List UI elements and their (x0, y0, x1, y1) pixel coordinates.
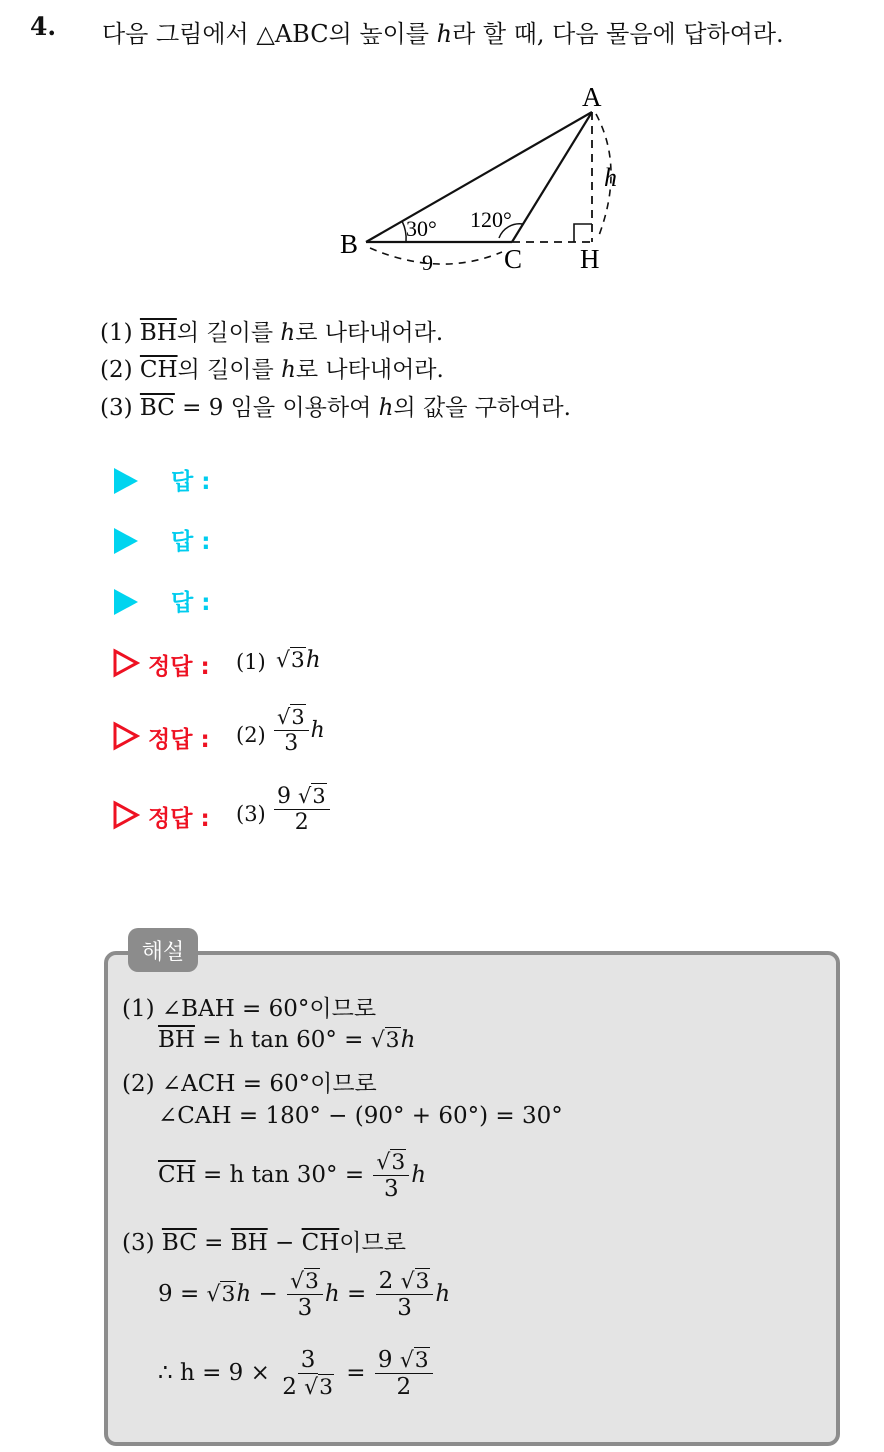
subquestion-var: h (281, 357, 296, 383)
radicand: 3 (290, 648, 305, 673)
solution-var: h (435, 1280, 451, 1307)
triangle-name: △ABC (256, 20, 329, 48)
solution-text: 이므로 (339, 1230, 406, 1256)
answer-label: 답 : (171, 469, 211, 495)
solution-text: = 60°이므로 (234, 996, 377, 1022)
outline-arrow-icon (112, 648, 140, 678)
question-text-before: 다음 그림에서 (102, 20, 257, 48)
triangle-figure (330, 78, 650, 278)
solution-text: = (196, 1230, 231, 1256)
segment-ch: $\overline{CH}$ (139, 357, 178, 383)
radicand: 3 (415, 1269, 430, 1294)
solution-text: 9 = (158, 1280, 207, 1307)
correct-index: (2) (236, 723, 266, 747)
subquestion-text: 의 길이를 (176, 320, 281, 346)
solution-index: (3) (122, 1230, 155, 1256)
height-variable: h (436, 20, 453, 48)
denominator: 3 (284, 731, 299, 757)
solution-var: h (411, 1161, 427, 1188)
answer-label: 답 : (171, 590, 211, 616)
correct-value: $\frac{9 √3}{2}$ (272, 784, 332, 836)
correct-label: 정답 : (148, 654, 210, 680)
solution-line-4 (158, 1103, 563, 1129)
brace-bc (370, 248, 502, 264)
numerator: 3 (298, 1347, 319, 1374)
solution-text: = h tan 60° = (194, 1027, 371, 1053)
subquestion-tail: 로 나타내어라. (295, 320, 444, 346)
radicand: 3 (305, 1269, 319, 1294)
answer-row-3[interactable] (108, 582, 308, 622)
radicand: 3 (221, 1281, 236, 1307)
question-number: 4. (30, 12, 57, 41)
correct-var: h (310, 717, 325, 743)
angle-b-label: 30° (406, 216, 437, 241)
solution-text: h − (236, 1280, 286, 1307)
solution-text: ∴ h = 9 × (158, 1359, 278, 1386)
solution-text: = h tan 30° = (195, 1161, 372, 1188)
subquestion-tail: 로 나타내어라. (295, 357, 444, 383)
play-arrow-icon (114, 468, 138, 494)
question-text-after: 라 할 때, 다음 물음에 답하여라. (452, 20, 784, 48)
radicand: 3 (414, 1348, 429, 1373)
outline-arrow-icon (112, 721, 140, 751)
angle-bah: ∠BAH (161, 996, 235, 1022)
radicand: 3 (312, 784, 326, 808)
solution-line-3 (122, 1065, 377, 1098)
subquestion-tail: 의 값을 구하여라. (393, 395, 571, 421)
angle-c-label: 120° (470, 207, 512, 232)
solution-index: (2) (122, 1071, 155, 1097)
denominator: 3 (384, 1176, 399, 1203)
subquestion-1 (100, 314, 443, 347)
question-text (102, 14, 784, 49)
angle-cah: ∠CAH (158, 1103, 232, 1129)
correct-answer-2 (108, 705, 368, 765)
play-arrow-icon (114, 528, 138, 554)
correct-index: (1) (236, 650, 266, 674)
segment-bc: $\overline{BC}$ (139, 395, 175, 421)
denominator: 3 (297, 1295, 313, 1322)
solution-tab: 해설 (128, 928, 198, 972)
subquestion-index: (2) (100, 357, 133, 383)
label-a: A (582, 82, 602, 112)
subquestion-3 (100, 389, 571, 422)
radicand: 3 (385, 1028, 400, 1053)
answer-label: 답 : (171, 529, 211, 555)
coefficient: 2 (282, 1374, 297, 1401)
answer-row-1[interactable] (108, 461, 308, 501)
solution-line-1 (122, 990, 376, 1023)
play-arrow-icon (114, 589, 138, 615)
segment-bc: $\overline{BC}$ (161, 1230, 197, 1256)
solution-var: h (400, 1027, 416, 1053)
outline-arrow-icon (112, 800, 140, 830)
solution-line-6 (122, 1224, 406, 1257)
segment-ch: $\overline{CH}$ (301, 1230, 340, 1256)
subquestion-var: h (378, 395, 394, 421)
correct-index: (3) (236, 802, 266, 826)
denominator: 3 (397, 1295, 412, 1322)
answer-row-2[interactable] (108, 521, 308, 561)
solution-text: = 60°이므로 (235, 1071, 377, 1097)
denominator: 2 (396, 1374, 412, 1401)
solution-text: h = (324, 1280, 374, 1307)
solution-line-8: ∴ h = 9 × $\frac{3}{2 √3}$ = $\frac{9 √3}{2}$ (158, 1347, 435, 1401)
segment-bh: $\overline{BH}$ (139, 320, 177, 346)
correct-var: h (305, 647, 321, 673)
solution-line-5: $\overline{CH} = h$ tan 30° = $\frac{√3}{3}$ h (158, 1150, 427, 1203)
solution-text: − (267, 1230, 302, 1256)
correct-answer-1 (108, 644, 368, 704)
subquestion-var: h (280, 320, 296, 346)
coefficient: 9 (377, 1347, 393, 1373)
subquestion-index: (3) (100, 395, 133, 421)
subquestion-index: (1) (100, 320, 133, 346)
coefficient: 9 (277, 784, 291, 809)
radicand: 3 (319, 1375, 333, 1401)
label-c: C (504, 244, 523, 274)
segment-bh: $\overline{BH}$ (230, 1230, 268, 1256)
side-ac (512, 112, 592, 242)
coefficient: 2 (378, 1268, 394, 1294)
subquestion-text: 의 길이를 (177, 357, 282, 383)
side-bc-label: 9 (422, 250, 433, 275)
right-angle-mark (574, 224, 592, 242)
height-label: h (604, 163, 617, 192)
solution-text: = 180° − (90° + 60°) = 30° (231, 1103, 563, 1129)
correct-label: 정답 : (148, 806, 210, 832)
label-b: B (340, 229, 359, 259)
correct-answer-3 (108, 784, 368, 844)
correct-label: 정답 : (148, 727, 210, 753)
radicand: 3 (391, 1150, 406, 1175)
correct-value: $\frac{√3}{3}$ h (272, 705, 325, 757)
solution-line-7: 9 = √3h − $\frac{√3}{3}$ h = $\frac{2 √3}{3}$ h (158, 1268, 451, 1322)
segment-bh: $\overline{BH}$ (158, 1027, 195, 1053)
segment-ch: $\overline{CH}$ (158, 1161, 196, 1188)
subquestion-2 (100, 351, 444, 384)
angle-ach: ∠ACH (161, 1071, 236, 1097)
denominator: 2 (294, 810, 309, 836)
correct-value: √3h (276, 647, 321, 673)
solution-line-2: $\overline{BH} = h$ tan 60° = √3h (158, 1027, 416, 1053)
question-text-mid: 의 높이를 (328, 20, 437, 48)
subquestion-text: = 9 임을 이용하여 (174, 395, 379, 421)
radicand: 3 (291, 705, 305, 729)
solution-index: (1) (122, 996, 155, 1022)
label-h: H (580, 244, 600, 274)
solution-text: = (338, 1359, 373, 1386)
